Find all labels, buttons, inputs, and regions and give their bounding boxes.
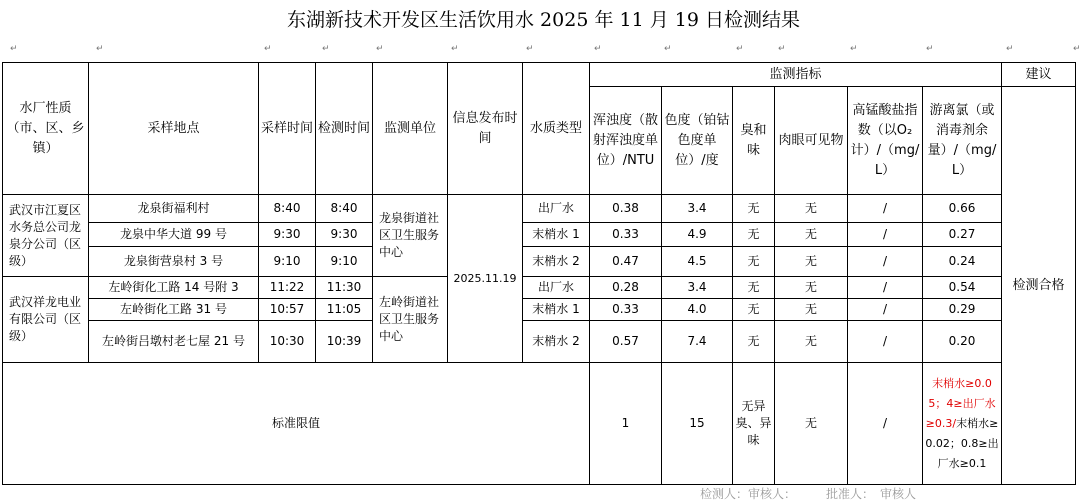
chlorine-value: 0.54	[923, 277, 1002, 299]
header-advice: 建议	[1002, 63, 1076, 87]
permanganate-value: /	[848, 195, 923, 223]
cell-mark-icon: ↵	[926, 44, 934, 54]
header-indicators-group: 监测指标	[590, 63, 1002, 87]
odor-value: 无	[733, 247, 775, 277]
sample-location: 龙泉街营泉村 3 号	[89, 247, 259, 277]
table-row	[3, 299, 1076, 321]
sample-location: 龙泉中华大道 99 号	[89, 223, 259, 247]
chlorine-value: 0.24	[923, 247, 1002, 277]
standard-chlorine-black: 末梢水≥0.02；0.8≥出厂水≥0.1	[925, 416, 999, 470]
header-turbidity: 浑浊度（散射浑浊度单位）/NTU	[590, 87, 662, 195]
advice-value: 检测合格	[1002, 87, 1076, 485]
test-time: 11:05	[316, 299, 373, 321]
odor-value: 无	[733, 299, 775, 321]
visible-value: 无	[775, 277, 848, 299]
turbidity-value: 0.38	[590, 195, 662, 223]
table-row	[3, 223, 1076, 247]
odor-value: 无	[733, 223, 775, 247]
footer-signatures: 检测人：审核人： 批准人： 审核人	[700, 487, 917, 501]
header-odor: 臭和味	[733, 87, 775, 195]
monitor-unit: 龙泉街道社区卫生服务中心	[373, 195, 448, 277]
water-type: 出厂水	[523, 277, 590, 299]
water-type: 末梢水 1	[523, 299, 590, 321]
cell-mark-icon: ↵	[664, 44, 672, 54]
sample-location: 左岭街化工路 14 号附 3	[89, 277, 259, 299]
cell-mark-icon: ↵	[322, 44, 330, 54]
odor-value: 无	[733, 195, 775, 223]
table-row	[3, 277, 1076, 299]
header-chlorine: 游离氯（或消毒剂余量）/（mg/L）	[923, 87, 1002, 195]
sample-location: 左岭街吕墩村老七屋 21 号	[89, 321, 259, 363]
odor-value: 无	[733, 277, 775, 299]
test-time: 8:40	[316, 195, 373, 223]
header-publish-time: 信息发布时间	[448, 63, 523, 195]
permanganate-value: /	[848, 299, 923, 321]
plant-name: 武汉市江夏区水务总公司龙泉分公司（区级）	[3, 195, 89, 277]
water-type: 出厂水	[523, 195, 590, 223]
visible-value: 无	[775, 223, 848, 247]
sample-location: 左岭街化工路 31 号	[89, 299, 259, 321]
standard-visible: 无	[775, 363, 848, 485]
standard-odor: 无异臭、异味	[733, 363, 775, 485]
sample-time: 8:40	[259, 195, 316, 223]
cell-mark-icon: ↵	[264, 44, 272, 54]
standard-turbidity: 1	[590, 363, 662, 485]
cell-mark-icon: ↵	[778, 44, 786, 54]
cell-mark-icon: ↵	[736, 44, 744, 54]
table-edit-marks	[0, 42, 1087, 60]
permanganate-value: /	[848, 223, 923, 247]
standard-chlorine-red: 末梢水≥0.05；4≥出厂水≥0.3/	[925, 376, 996, 430]
chlorine-value: 0.29	[923, 299, 1002, 321]
header-color: 色度（铂钴色度单位）/度	[662, 87, 733, 195]
standard-chlorine	[923, 363, 1002, 485]
cell-mark-icon: ↵	[1006, 44, 1014, 54]
test-time: 11:30	[316, 277, 373, 299]
cell-mark-icon: ↵	[850, 44, 858, 54]
water-type: 末梢水 1	[523, 223, 590, 247]
turbidity-value: 0.33	[590, 223, 662, 247]
monitor-unit: 左岭街道社区卫生服务中心	[373, 277, 448, 363]
chlorine-value: 0.20	[923, 321, 1002, 363]
sample-time: 9:30	[259, 223, 316, 247]
visible-value: 无	[775, 195, 848, 223]
sample-time: 10:57	[259, 299, 316, 321]
color-value: 4.0	[662, 299, 733, 321]
test-time: 9:10	[316, 247, 373, 277]
header-water-type: 水质类型	[523, 63, 590, 195]
header-visible: 肉眼可见物	[775, 87, 848, 195]
permanganate-value: /	[848, 277, 923, 299]
test-time: 9:30	[316, 223, 373, 247]
standard-label: 标准限值	[3, 363, 590, 485]
turbidity-value: 0.33	[590, 299, 662, 321]
table-row	[3, 247, 1076, 277]
visible-value: 无	[775, 247, 848, 277]
color-value: 3.4	[662, 195, 733, 223]
color-value: 4.5	[662, 247, 733, 277]
header-test-time: 检测时间	[316, 63, 373, 195]
standard-color: 15	[662, 363, 733, 485]
permanganate-value: /	[848, 247, 923, 277]
cell-mark-icon: ↵	[96, 44, 104, 54]
turbidity-value: 0.57	[590, 321, 662, 363]
water-type: 末梢水 2	[523, 247, 590, 277]
plant-name: 武汉祥龙电业有限公司（区级）	[3, 277, 89, 363]
color-value: 3.4	[662, 277, 733, 299]
color-value: 7.4	[662, 321, 733, 363]
sample-time: 11:22	[259, 277, 316, 299]
visible-value: 无	[775, 321, 848, 363]
cell-mark-icon: ↵	[376, 44, 384, 54]
header-monitor-unit: 监测单位	[373, 63, 448, 195]
table-row	[3, 321, 1076, 363]
cell-mark-icon: ↵	[10, 44, 18, 54]
visible-value: 无	[775, 299, 848, 321]
test-time: 10:39	[316, 321, 373, 363]
cell-mark-icon: ↵	[451, 44, 459, 54]
standard-permanganate: /	[848, 363, 923, 485]
cell-mark-icon: ↵	[526, 44, 534, 54]
header-sample-time: 采样时间	[259, 63, 316, 195]
standard-limits-row	[3, 363, 1076, 485]
page-title: 东湖新技术开发区生活饮用水 2025 年 11 月 19 日检测结果	[287, 9, 800, 31]
cell-mark-icon: ↵	[594, 44, 602, 54]
publish-date: 2025.11.19	[448, 195, 523, 363]
chlorine-value: 0.66	[923, 195, 1002, 223]
sample-location: 龙泉街福利村	[89, 195, 259, 223]
header-sample-location: 采样地点	[89, 63, 259, 195]
color-value: 4.9	[662, 223, 733, 247]
water-type: 末梢水 2	[523, 321, 590, 363]
table-row	[3, 195, 1076, 223]
cell-mark-icon: ↵	[1073, 44, 1081, 54]
turbidity-value: 0.47	[590, 247, 662, 277]
odor-value: 无	[733, 321, 775, 363]
permanganate-value: /	[848, 321, 923, 363]
chlorine-value: 0.27	[923, 223, 1002, 247]
results-table	[2, 62, 1076, 485]
header-plant-type: 水厂性质（市、区、乡镇）	[3, 63, 89, 195]
header-permanganate: 高锰酸盐指数（以O₂计）/（mg/L）	[848, 87, 923, 195]
sample-time: 9:10	[259, 247, 316, 277]
sample-time: 10:30	[259, 321, 316, 363]
turbidity-value: 0.28	[590, 277, 662, 299]
